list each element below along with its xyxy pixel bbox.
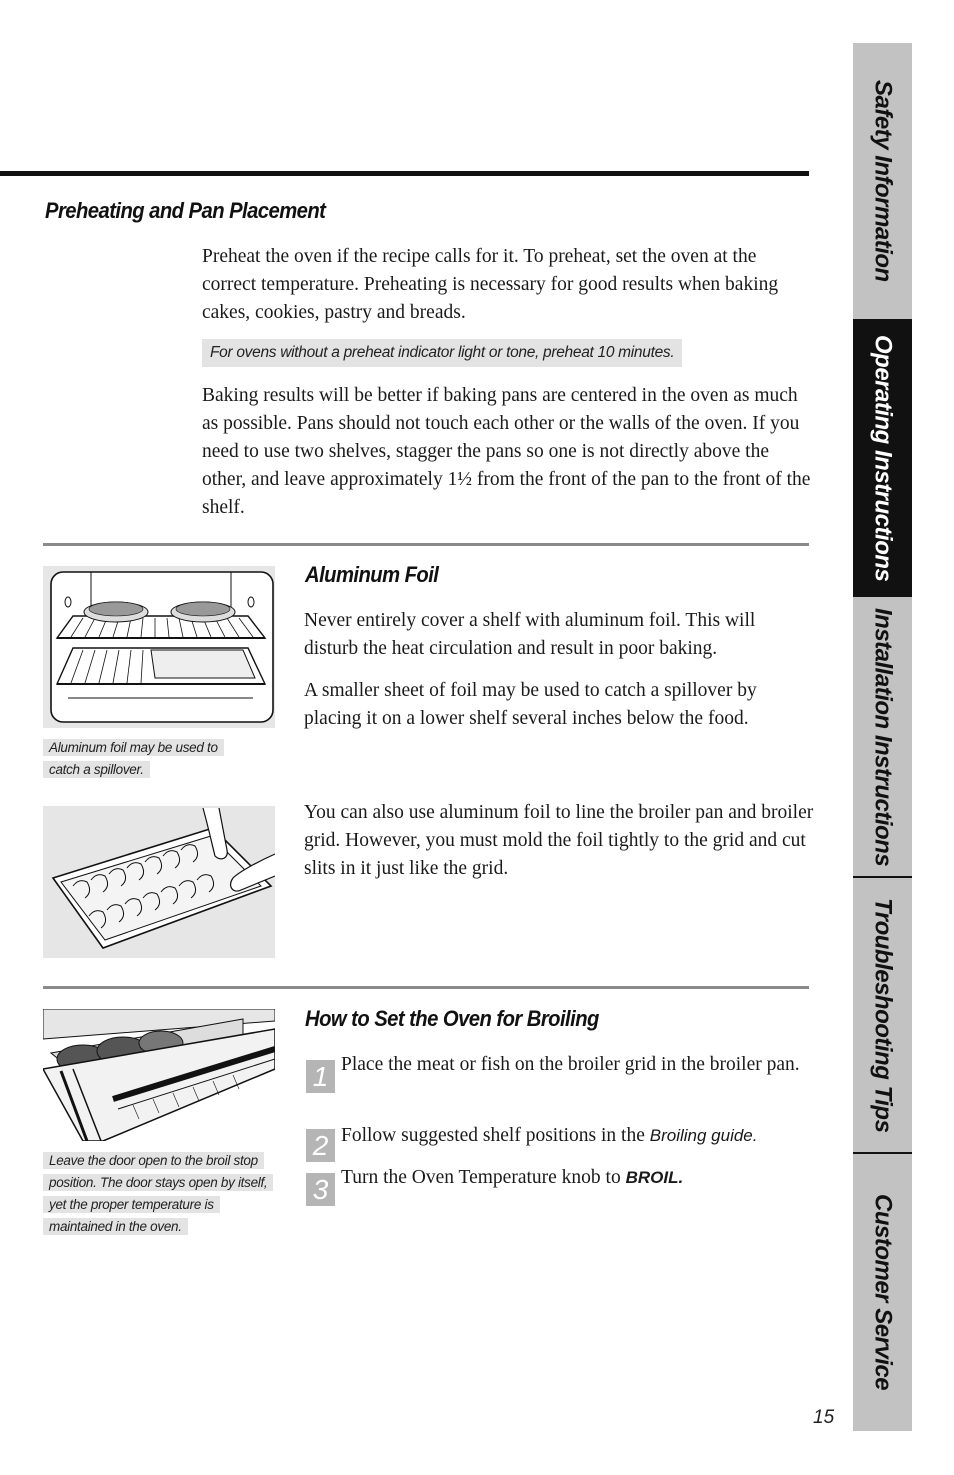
preheating-para-1: Preheat the oven if the recipe calls for it. To preheat, set the oven at the correct temperature. Preheating is necessary for good results when baking cakes, cookies, pastry and breads. (202, 246, 779, 323)
section-divider-1 (43, 543, 809, 546)
broiler-foil-body (304, 799, 814, 897)
section-tabs-sidebar (853, 43, 912, 1431)
heading-preheating: Preheating and Pan Placement (45, 198, 326, 223)
preheating-body (202, 243, 812, 341)
section-divider-2 (43, 986, 809, 989)
aluminum-foil-body (304, 607, 814, 747)
page-number: 15 (813, 1407, 835, 1428)
tab-customer-service[interactable] (853, 1154, 912, 1431)
step-1-number: 1 (306, 1060, 335, 1093)
tab-installation-instructions-label: Installation Instructions (869, 607, 897, 867)
tab-troubleshooting-tips[interactable] (853, 878, 912, 1152)
step-1-text: Place the meat or fish on the broiler grid in the broiler pan. (341, 1054, 800, 1075)
pan-placement-para: Baking results will be better if baking pans are centered in the oven as much as possible. Pans should not touch each other or the walls of the oven. If you need to use two shelves, stagger the pans so one is not directly above the other, and leave approximately 1½ from the front of the pan to the front of the shelf. (202, 385, 811, 518)
oven-shelves-illustration (43, 566, 275, 728)
step-3-number: 3 (306, 1173, 335, 1206)
foil-para-2: A smaller sheet of foil may be used to catch a spillover by placing it on a lower shelf several inches below the food. (304, 680, 757, 729)
top-rule (0, 171, 809, 176)
tab-operating-instructions-label: Operating Instructions (869, 334, 897, 582)
heading-aluminum-foil: Aluminum Foil (305, 562, 439, 587)
tab-troubleshooting-tips-label: Troubleshooting Tips (869, 897, 897, 1133)
broil-door-caption-text: Leave the door open to the broil stop position. The door stays open by itself, yet the proper temperature is maintained in the oven. (43, 1152, 273, 1235)
broiler-pan-illustration (43, 806, 275, 958)
pan-placement-body (202, 382, 812, 536)
tab-installation-instructions[interactable] (853, 597, 912, 877)
tab-customer-service-label: Customer Service (869, 1194, 897, 1391)
foil-para-3: You can also use aluminum foil to line the broiler pan and broiler grid. However, you must mold the foil tightly to the grid and cut slits in it just like the grid. (304, 802, 814, 879)
preheat-note: For ovens without a preheat indicator light or tone, preheat 10 minutes. (202, 339, 682, 367)
step-2-number: 2 (306, 1129, 335, 1162)
heading-broiling: How to Set the Oven for Broiling (305, 1006, 599, 1031)
broiling-guide-reference: Broiling guide. (649, 1126, 758, 1145)
oven-shelves-icon (43, 566, 275, 728)
step-3-text: Turn the Oven Temperature knob to (341, 1167, 626, 1188)
step-2-text: Follow suggested shelf positions in the (341, 1125, 650, 1146)
foil-para-1: Never entirely cover a shelf with aluminum foil. This will disturb the heat circulation and result in poor baking. (304, 610, 756, 659)
tab-safety-information[interactable] (853, 43, 912, 319)
tab-safety-information-label: Safety Information (869, 80, 897, 282)
step-2-line (341, 1122, 816, 1150)
tab-operating-instructions[interactable] (853, 319, 912, 597)
broil-door-illustration (43, 1009, 275, 1141)
broiler-pan-icon (43, 806, 275, 958)
foil-caption-text: Aluminum foil may be used to catch a spillover. (43, 739, 224, 778)
oven-door-icon (43, 1009, 275, 1141)
step-3-line (341, 1164, 811, 1192)
foil-caption (43, 737, 243, 781)
broil-setting: BROIL. (625, 1168, 684, 1187)
broil-door-caption (43, 1150, 275, 1238)
